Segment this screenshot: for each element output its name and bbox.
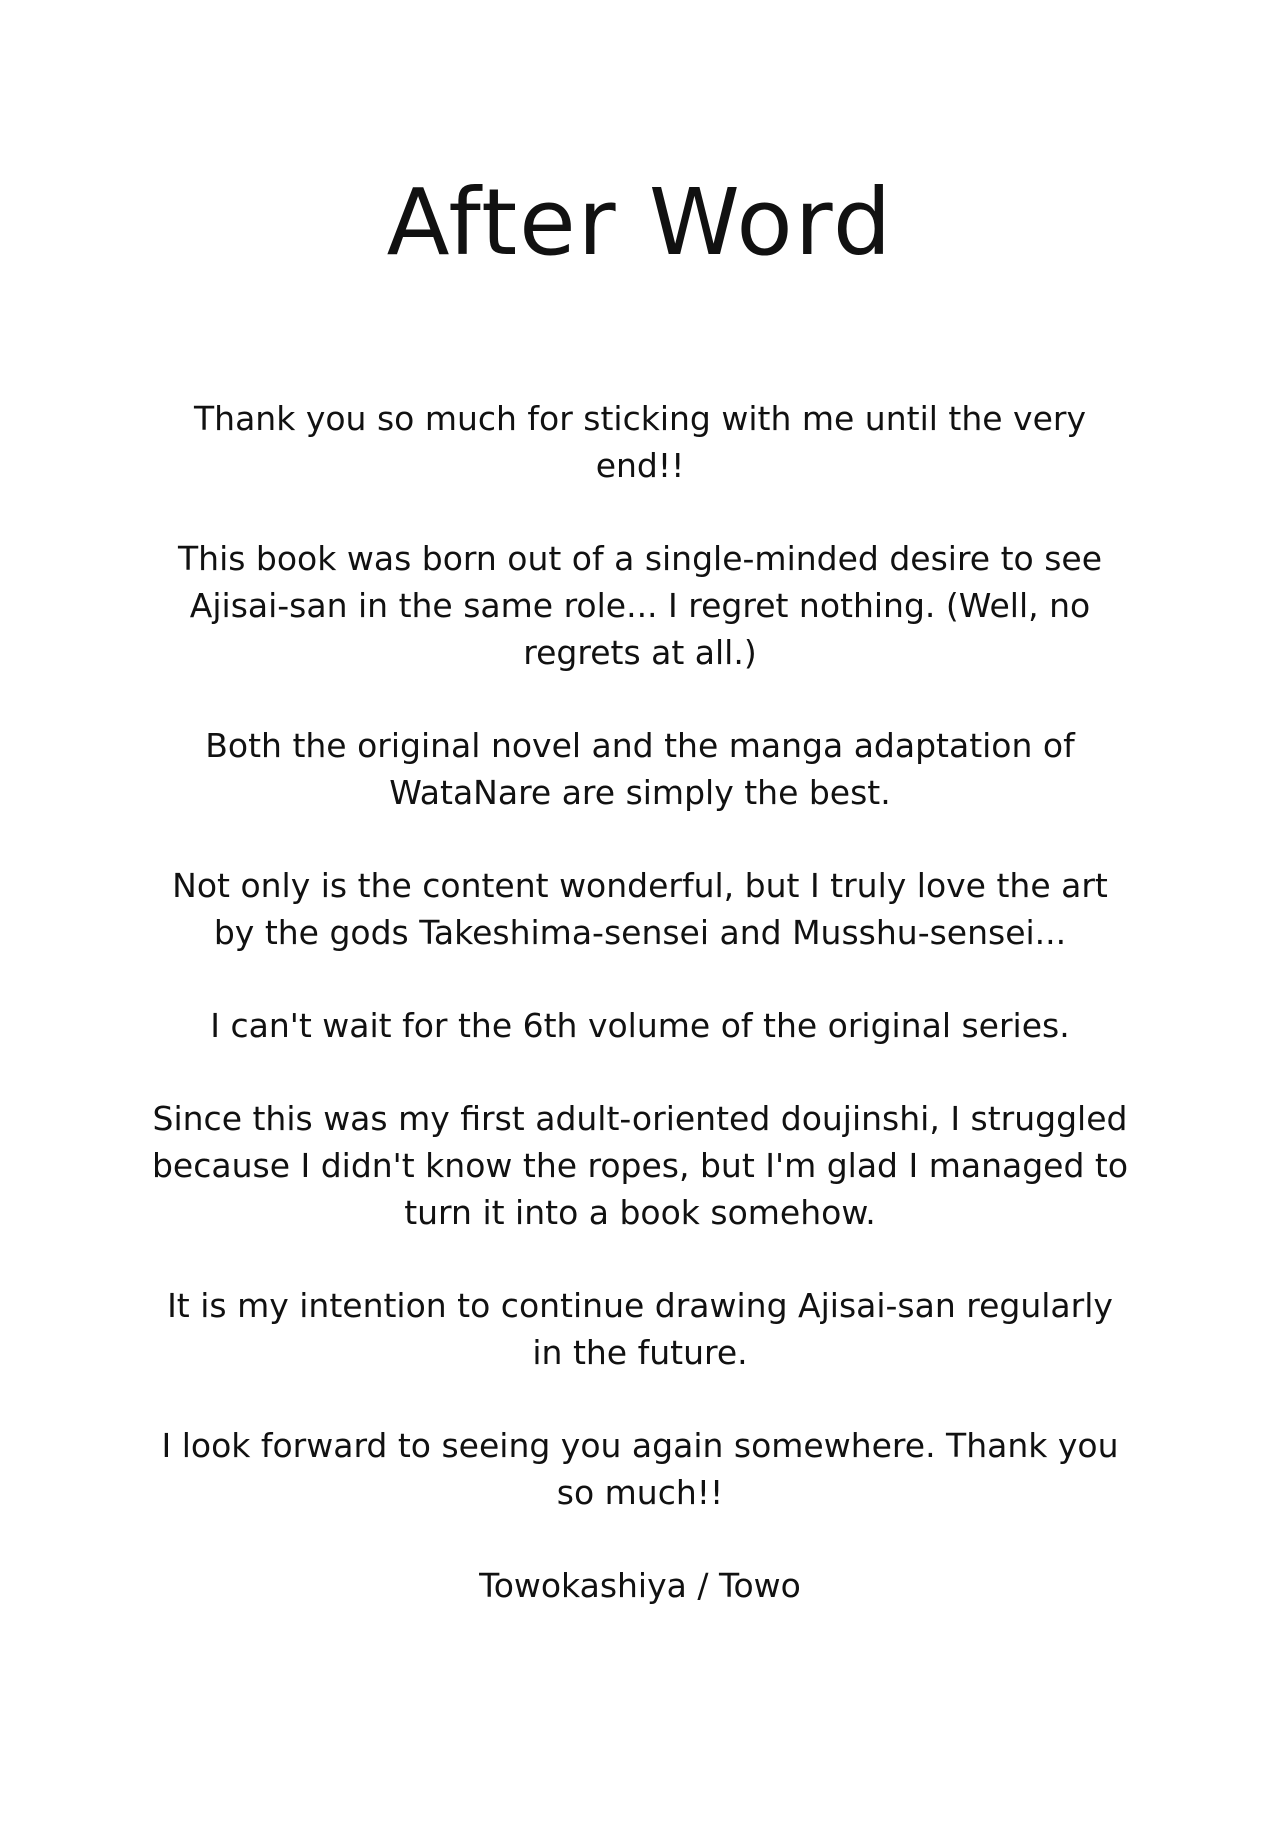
paragraph-first-doujinshi: Since this was my first adult-oriented doujinshi, I struggled because I didn't know the ropes, but I'm glad I managed to turn it into a book somehow.: [151, 1099, 1129, 1232]
signature: Towokashiya / Towo: [479, 1566, 801, 1605]
afterword-body: [150, 395, 1130, 1655]
page-title: After Word: [386, 169, 894, 276]
paragraph-original-works: Both the original novel and the manga adaptation of WataNare are simply the best.: [205, 726, 1075, 812]
paragraph-farewell: I look forward to seeing you again somewhere. Thank you so much!!: [161, 1426, 1119, 1512]
paragraph-thanks: Thank you so much for sticking with me until the very end!!: [194, 399, 1086, 485]
paragraph-future-plans: It is my intention to continue drawing Ajisai-san regularly in the future.: [167, 1286, 1113, 1372]
paragraph-next-volume: I can't wait for the 6th volume of the original series.: [210, 1006, 1070, 1045]
paragraph-book-origin: This book was born out of a single-minded desire to see Ajisai-san in the same role... I regret nothing. (Well, no regrets at all.): [178, 539, 1102, 672]
paragraph-art-praise: Not only is the content wonderful, but I truly love the art by the gods Takeshima-sensei and Musshu-sensei...: [172, 866, 1108, 952]
